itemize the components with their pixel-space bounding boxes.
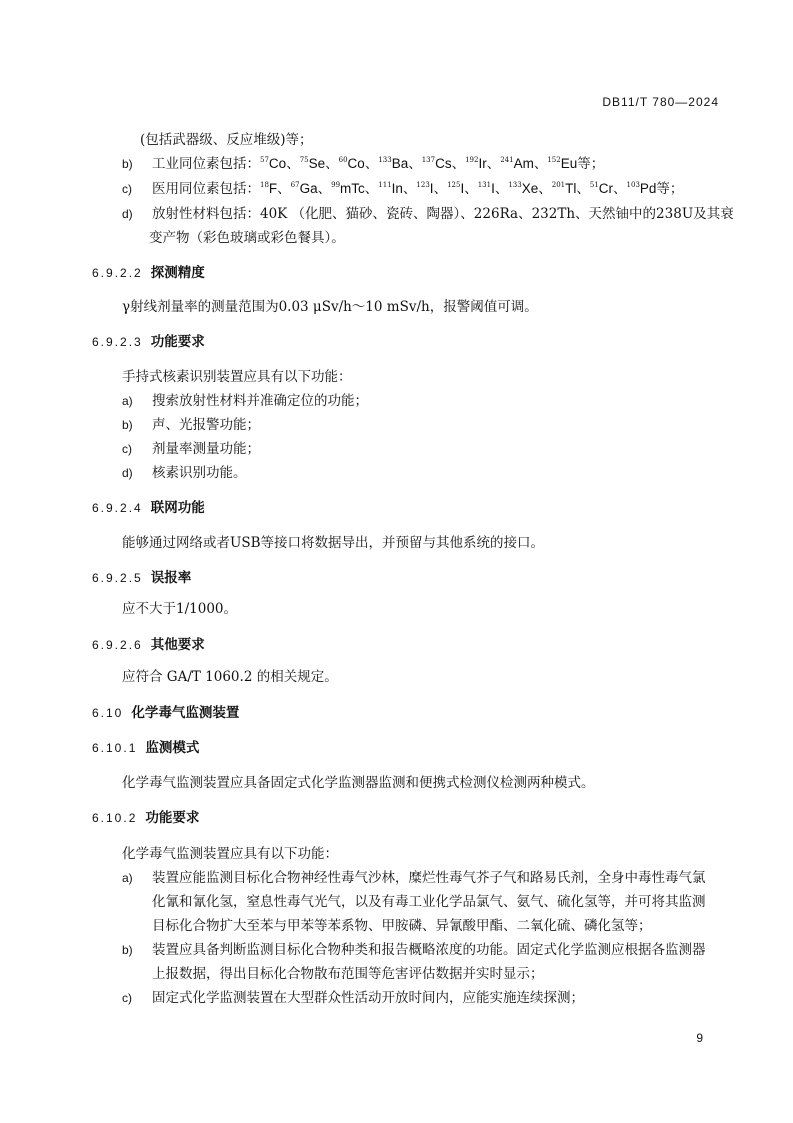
section-heading [92,333,205,351]
separator: 、 [286,156,300,172]
list-item [122,464,247,482]
element-symbol: I [429,181,434,196]
section-title: 其他要求 [150,637,205,653]
list-label: d) [122,207,133,221]
section-number: 6.9.2.5 [92,571,143,585]
mass-number: 123 [416,181,430,189]
list-item-cont: 上报数据，得出目标化合物散布范围等危害评估数据并实时显示； [152,966,544,982]
isotope [508,181,551,197]
mass-number: 152 [547,156,561,164]
separator: 、 [325,156,339,172]
section-number: 6.10 [92,706,124,720]
isotope [378,181,416,197]
list-item [122,989,584,1007]
separator: 、 [533,156,548,172]
element-symbol: In [391,181,403,196]
section-title: 监测模式 [145,740,200,756]
separator: 、 [451,156,466,172]
list-text: 固定式化学监测装置在大型群众性活动开放时间内，应能实施连续探测； [152,990,584,1006]
isotope [260,156,300,172]
element-symbol: I [491,181,495,196]
element-symbol: mTc [340,181,365,196]
list-label: c) [122,442,132,456]
list-item [122,440,260,458]
section-heading [92,739,199,757]
section-heading [92,809,199,827]
isotope [627,181,684,197]
section-title: 功能要求 [145,810,200,826]
paragraph: γ射线剂量率的测量范围为0.03 μSv/h～10 mSv/h，报警阈值可调。 [122,299,538,315]
element-symbol: Ir [478,156,487,171]
element-symbol: Ba [391,156,409,171]
element-symbol: Cs [435,156,452,171]
separator: 等； [577,156,605,172]
element-symbol: Tl [565,181,577,196]
paragraph: 能够通过网络或者USB等接口将数据导出，并预留与其他系统的接口。 [122,535,545,551]
separator: 、 [538,181,552,197]
section-number: 6.9.2.6 [92,638,143,652]
mass-number: 67 [290,181,300,189]
mass-number: 192 [465,156,479,164]
paragraph: 手持式核素识别装置应具有以下功能： [122,369,352,385]
mass-number: 18 [260,181,269,189]
isotope-list [260,181,683,197]
separator: 、 [402,181,417,197]
page-number: 9 [696,1031,703,1045]
list-item-b [122,155,604,173]
list-label: b) [122,418,133,432]
list-text: 搜索放射性材料并准确定位的功能； [152,393,368,409]
isotope [260,181,291,197]
isotope [378,156,421,172]
document-code: DB11/T 780—2024 [602,95,719,109]
section-heading [92,264,205,282]
element-symbol: Am [513,156,534,171]
list-item [122,941,706,959]
section-title: 误报率 [150,570,192,586]
mass-number: 51 [589,181,599,189]
element-symbol: Xe [521,181,539,196]
element-symbol: F [268,181,278,196]
isotope [465,156,500,172]
isotope [339,156,379,172]
element-symbol: Pd [639,181,657,196]
list-item [122,869,706,887]
list-item-cont: 目标化合物扩大至苯与甲苯等苯系物、甲胺磷、异氰酸甲酯、二氧化硫、磷化氢等； [152,918,652,934]
separator: 、 [317,181,332,197]
mass-number: 133 [378,156,392,164]
element-symbol: Eu [560,156,578,171]
section-number: 6.10.1 [92,741,138,755]
list-item-cont: 化氰和氰化氢，窒息性毒气光气，以及有毒工业化学品氯气、氨气、硫化氢等，并可将其监测 [152,894,706,910]
list-item [122,392,368,410]
list-text: 声、光报警功能； [152,417,260,433]
paragraph: 化学毒气监测装置应具备固定式化学监测器监测和便携式检测仪检测两种模式。 [122,775,595,791]
isotope [291,181,331,197]
separator: 等； [656,181,684,197]
section-number: 6.9.2.4 [92,501,143,515]
section-title: 联网功能 [150,500,205,516]
list-continuation: (包括武器级、反应堆级)等； [140,132,313,148]
section-number: 6.10.2 [92,811,138,825]
section-number: 6.9.2.3 [92,335,143,349]
mass-number: 137 [421,156,436,164]
section-heading [92,499,205,517]
mass-number: 133 [508,181,522,189]
separator: 、 [277,181,291,197]
element-symbol: Co [347,156,365,171]
isotope [552,181,590,197]
list-item-d [122,205,734,223]
mass-number: 111 [378,181,392,189]
list-text: 装置应能监测目标化合物神经性毒气沙林，糜烂性毒气芥子气和路易氏剂，全身中毒性毒气氯 [152,870,706,886]
isotope [300,156,339,172]
list-text: 核素识别功能。 [152,465,247,481]
element-symbol: Co [268,156,287,171]
list-label: a) [122,394,133,408]
separator: 、 [408,156,422,172]
mass-number: 60 [338,156,348,164]
mass-number: 75 [299,156,309,164]
section-heading [92,636,205,654]
separator: 、 [364,181,379,197]
section-number: 6.9.2.2 [92,266,143,280]
isotope [547,156,604,172]
isotope [500,156,547,172]
isotope [590,181,627,197]
separator: 、 [613,181,627,197]
section-heading [92,569,191,587]
paragraph: 化学毒气监测装置应具有以下功能： [122,846,338,862]
element-symbol: Se [308,156,326,171]
isotope [447,181,478,197]
paragraph: 应符合 GA/T 1060.2 的相关规定。 [122,669,338,685]
list-label: b) [122,157,133,171]
element-symbol: I [460,181,465,196]
list-item-d-cont: 变产物（彩色玻璃或彩色餐具）。 [149,230,345,246]
element-symbol: Cr [598,181,614,196]
mass-number: 57 [260,156,269,164]
mass-number: 125 [447,181,461,189]
paragraph: 应不大于1/1000。 [122,601,237,617]
separator: 、 [364,156,379,172]
separator: 、 [464,181,478,197]
separator: 、 [494,181,509,197]
isotope-list [260,156,604,172]
list-label: b) [122,943,133,957]
list-text: 工业同位素包括： [152,156,260,172]
isotope [416,181,447,197]
list-item-c [122,180,683,198]
section-title: 探测精度 [150,265,205,281]
list-label: d) [122,466,133,480]
isotope [331,181,378,197]
separator: 、 [576,181,590,197]
separator: 、 [433,181,448,197]
isotope [478,181,509,197]
list-label: a) [122,871,133,885]
section-title: 化学毒气监测装置 [131,705,240,721]
list-text: 放射性材料包括：40K （化肥、猫砂、瓷砖、陶器）、226Ra、232Th、天然铀中的238U及其衰 [152,206,734,222]
mass-number: 131 [477,181,492,189]
section-heading [92,704,239,722]
separator: 、 [486,156,501,172]
mass-number: 241 [500,156,514,164]
list-label: c) [122,182,132,196]
section-title: 功能要求 [150,334,205,350]
isotope [422,156,465,172]
list-text: 剂量率测量功能； [152,441,260,457]
list-label: c) [122,991,132,1005]
mass-number: 99 [331,181,341,189]
list-text: 装置应具备判断监测目标化合物种类和报告概略浓度的功能。固定式化学监测应根据各监测器 [152,942,706,958]
list-text: 医用同位素包括： [152,181,260,197]
mass-number: 103 [626,181,640,189]
mass-number: 201 [551,181,566,189]
list-item [122,416,260,434]
element-symbol: Ga [299,181,318,196]
